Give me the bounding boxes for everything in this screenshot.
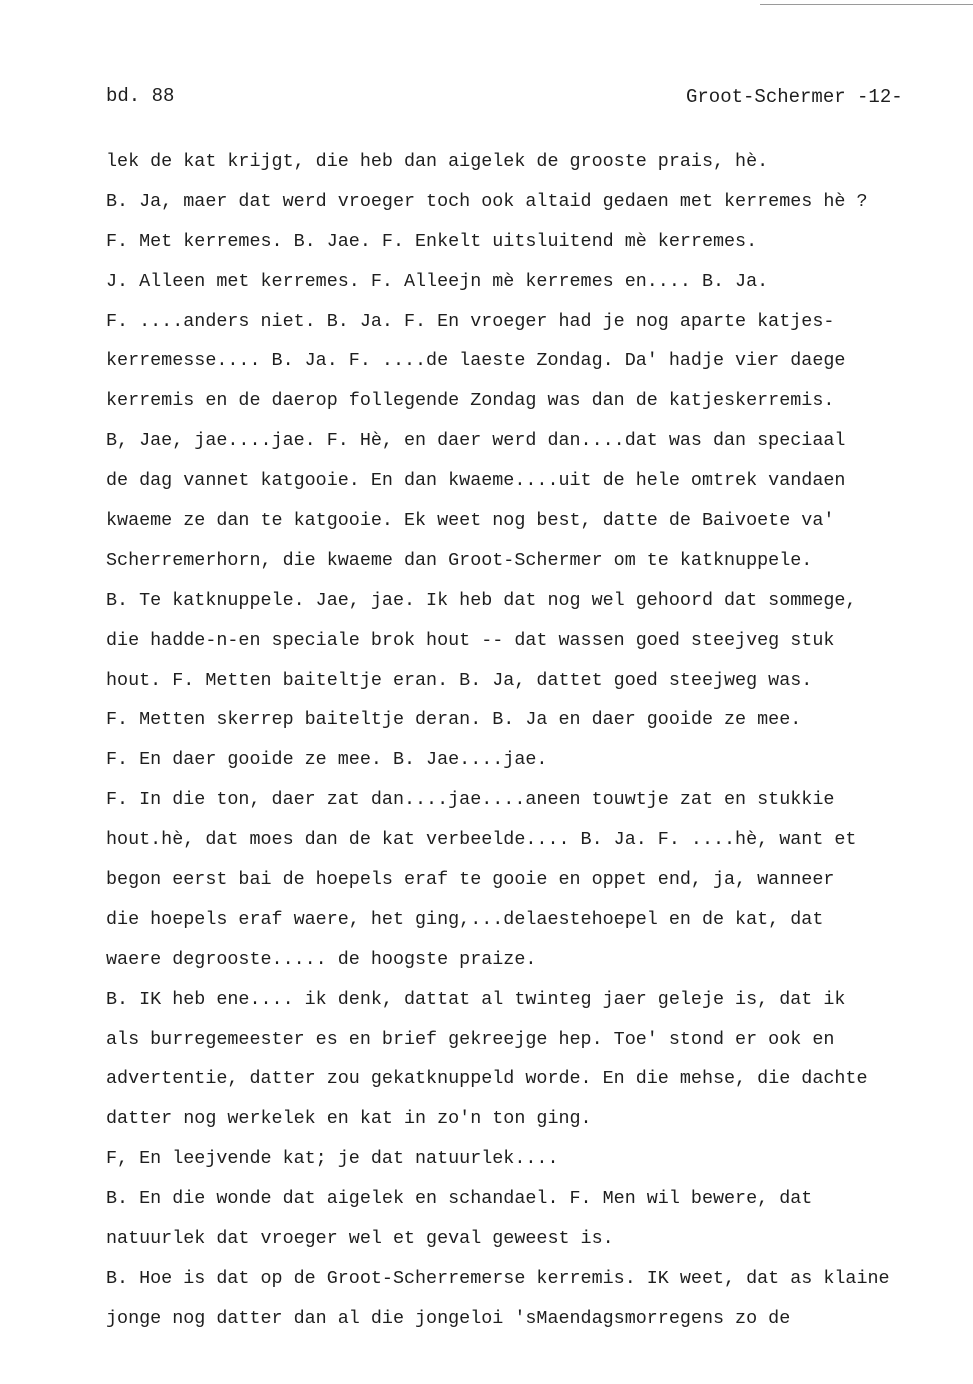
transcript-line: F. En daer gooide ze mee. B. Jae....jae. <box>106 749 548 771</box>
transcript-line: advertentie, datter zou gekatknuppeld worde. En die mehse, die dachte <box>106 1068 868 1090</box>
transcript-line: kwaeme ze dan te katgooie. Ek weet nog best, datte de Baivoete va' <box>106 510 835 532</box>
transcript-line: jonge nog datter dan al die jongeloi 'sMaendagsmorregens zo de <box>106 1307 791 1329</box>
transcript-line: Scherremerhorn, die kwaeme dan Groot-Schermer om te katknuppele. <box>106 549 813 571</box>
transcript-line: F, En leejvende kat; je dat natuurlek.... <box>106 1148 559 1170</box>
transcript-line: B, Jae, jae....jae. F. Hè, en daer werd dan....dat was dan speciaal <box>106 430 846 452</box>
transcript-line: de dag vannet katgooie. En dan kwaeme....uit de hele omtrek vandaen <box>106 470 846 492</box>
transcript-line: B. IK heb ene.... ik denk, dattat al twinteg jaer geleje is, dat ik <box>106 988 846 1010</box>
transcript-line: F. In die ton, daer zat dan....jae....aneen touwtje zat en stukkie <box>106 789 835 811</box>
transcript-line: begon eerst bai de hoepels eraf te gooie en oppet end, ja, wanneer <box>106 869 835 891</box>
transcript-line: die hoepels eraf waere, het ging,...delaestehoepel en de kat, dat <box>106 908 824 930</box>
transcript-line: B. Hoe is dat op de Groot-Scherremerse kerremis. IK weet, dat as klaine <box>106 1267 890 1289</box>
transcript-line: J. Alleen met kerremes. F. Alleejn mè kerremes en.... B. Ja. <box>106 270 769 292</box>
document-title-page-number: Groot-Schermer -12- <box>686 86 903 108</box>
transcript-line: datter nog werkelek en kat in zo'n ton ging. <box>106 1108 592 1130</box>
transcript-body <box>106 142 973 1339</box>
top-edge-rule <box>760 4 973 5</box>
transcript-line: die hadde-n-en speciale brok hout -- dat wassen goed steejveg stuk <box>106 629 835 651</box>
transcript-line: hout. F. Metten baiteltje eran. B. Ja, dattet goed steejweg was. <box>106 669 813 691</box>
transcript-line: natuurlek dat vroeger wel et geval geweest is. <box>106 1228 614 1250</box>
transcript-line: F. Metten skerrep baiteltje deran. B. Ja en daer gooide ze mee. <box>106 709 802 731</box>
transcript-line: lek de kat krijgt, die heb dan aigelek de grooste prais, hè. <box>106 151 769 172</box>
transcript-line: waere degrooste..... de hoogste praize. <box>106 948 537 970</box>
transcript-line: B. Ja, maer dat werd vroeger toch ook altaid gedaen met kerremes hè ? <box>106 190 868 212</box>
transcript-line: als burregemeester es en brief gekreejge hep. Toe' stond er ook en <box>106 1028 835 1050</box>
transcript-line: B. Te katknuppele. Jae, jae. Ik heb dat nog wel gehoord dat sommege, <box>106 589 857 611</box>
transcript-line: kerremis en de daerop follegende Zondag was dan de katjeskerremis. <box>106 390 835 412</box>
transcript-line: F. ....anders niet. B. Ja. F. En vroeger had je nog aparte katjes- <box>106 310 835 332</box>
transcript-line: kerremesse.... B. Ja. F. ....de laeste Zondag. Da' hadje vier daege <box>106 350 846 372</box>
transcript-line: hout.hè, dat moes dan de kat verbeelde.... B. Ja. F. ....hè, want et <box>106 829 857 851</box>
volume-page-reference: bd. 88 <box>106 85 175 107</box>
transcript-line: F. Met kerremes. B. Jae. F. Enkelt uitsluitend mè kerremes. <box>106 230 758 252</box>
transcript-line: B. En die wonde dat aigelek en schandael. F. Men wil bewere, dat <box>106 1188 813 1210</box>
